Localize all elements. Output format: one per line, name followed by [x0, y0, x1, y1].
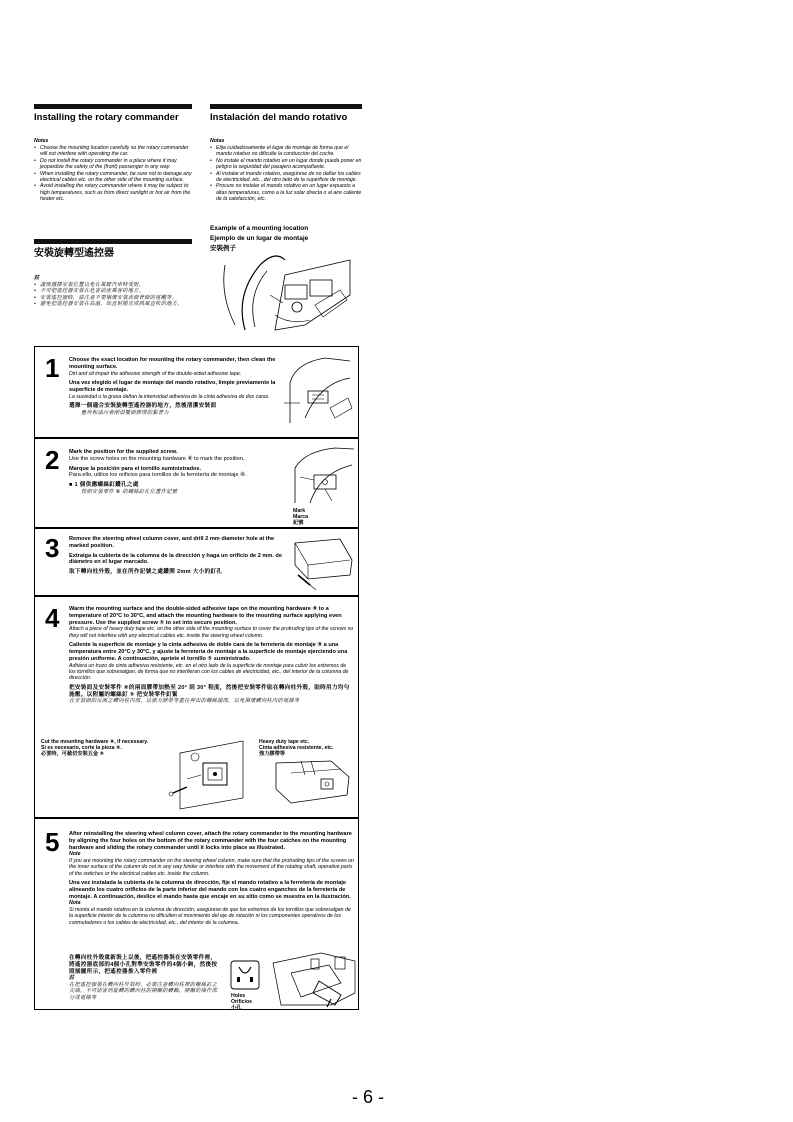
- step-note-en: Attach a piece of heavy duty tape etc. on the other side of the mounting surface to cover the protruding tips of the screws so they will not interfere with any electrical cables etc. inside the steering wheel column.: [69, 626, 354, 639]
- step-3-text: [69, 536, 289, 579]
- mark-label-en: Mark: [293, 508, 306, 514]
- note-item: • 謹慎選擇安裝位置以免在駕駛汽車時受阻。: [34, 282, 192, 288]
- note-item: • Choose the mounting location carefully so the rotary commander will not interfere with operating the car.: [34, 145, 192, 158]
- step-2-text: [69, 449, 299, 498]
- step-5-box: [34, 818, 359, 1010]
- step-1-text: [69, 357, 279, 419]
- tape-label-es: Cinta adhesiva resistente, etc.: [259, 745, 334, 752]
- step-instruction-en: Remove the steering wheel column cover, and drill 2 mm diameter hole at the marked position.: [69, 536, 275, 549]
- step-note-cjk: 塵埃和油污會削弱雙面膠帶的黏著力: [81, 409, 169, 416]
- cut-hardware-label: [41, 739, 161, 758]
- step-1-box: [34, 346, 359, 438]
- note-item: • Al instalar el mando rotativo, asegúrese de no dañar los cables de electricidad, etc., del otro lado de la superficie de montaje.: [210, 171, 362, 184]
- holes-label-es: Orificios: [231, 999, 253, 1006]
- section-title-en: Installing the rotary commander: [34, 112, 179, 123]
- step-number: 1: [45, 353, 60, 383]
- cut-label-cjk: 必要時，可截切安裝五金 ⑧: [41, 751, 104, 758]
- note-item: • 不可把遙控器安裝在危害前座乘客的地方。: [34, 288, 192, 294]
- step-5-illustration: [271, 953, 357, 1009]
- note-item: • Do not install the rotary commander in a place where it may jeopardize the safety of the (front) passenger in any way.: [34, 158, 192, 171]
- step-note-en: If you are mounting the rotary commander on the steering wheel column, make sure that the protruding tips of the screws on the inner surface of the column do not in any way hinder or interfere with the movement of the rotating shaft, operative parts of the switches or the electrical cables etc. inside the column.: [69, 857, 354, 877]
- example-heading-en: Example of a mounting location: [210, 225, 309, 232]
- step-instruction-en: Choose the exact location for mounting the rotary commander, then clean the mounting surface.: [69, 357, 276, 370]
- mounting-location-illustration: [215, 255, 355, 335]
- step-number: 2: [45, 445, 60, 475]
- step-instruction-cjk: 取下轉向柱外殼，並在所作記號之處鑽開 2mm 大小的釘孔: [69, 569, 223, 576]
- step-note-es: La suciedad o la grasa dañan la intensidad adhesiva de la cinta adhesiva de dos caras.: [69, 393, 270, 400]
- page-number: - 6 -: [352, 1087, 385, 1107]
- section-title-es: Instalación del mando rotativo: [210, 112, 348, 123]
- step-instruction-es: Una vez elegido el lugar de montaje del mando rotativo, limpie previamente la superficie de montaje.: [69, 380, 276, 393]
- step-5-text-cjk: [69, 955, 219, 1001]
- step-3-box: [34, 528, 359, 596]
- mark-label-es: Marca: [293, 514, 308, 520]
- step-note-es: Si monta el mando rotativo en la columna de dirección, asegúrese de que los extremos de los tornillos que sobresalgan de la superficie interior de la columna no dificulten el movimiento del eje de rotación ni los componentes operativos de los conmutadores o los cables de electricidad, etc., del interior de la columna.: [69, 906, 351, 926]
- step-sub-es: Para ello, utilice los orificios para tornillos de la ferretería de montaje ⑧.: [69, 472, 247, 479]
- step-4-text: [69, 606, 354, 708]
- step-instruction-cjk: 把安裝面及安裝零件 ⑧的兩面膠帶加熱至 20° 到 30° 程度，然後把安裝零件貼在轉向柱外殼，貼時用力均勻施壓。以附屬的螺絲釘 ⑤ 把安裝零件釘緊: [69, 684, 350, 698]
- step-instruction-es: Marque la posición para el tornillo suministrados.: [69, 465, 202, 472]
- holes-label-en: Holes: [231, 993, 246, 999]
- cut-label-es: Si es necesario, corte la pieza ⑧.: [41, 745, 122, 752]
- example-heading-cjk: 安裝例子: [210, 245, 236, 252]
- note-item: • Elija cuidadosamente el lugar de montaje de forma que el mando rotativo no dificulte la conducción del coche.: [210, 145, 362, 158]
- step-5-text: [69, 831, 354, 929]
- step-1-illustration: [280, 353, 356, 429]
- step-instruction-cjk: ■ 1 個供應螺絲釘鑽孔之處: [69, 482, 139, 489]
- step-instruction-en: Warm the mounting surface and the double-sided adhesive tape on the mounting hardware ⑧ to a temperature of 20°C to 30°C, and attach the mounting hardware to the mounting surface applying even pressure. Use the supplied screw ⑤ to set into secure position.: [69, 606, 342, 626]
- tape-label-cjk: 強力膠帶等: [259, 751, 285, 758]
- step-instruction-es: Extraiga la cubierta de la columna de la dirección y haga un orificio de 2 mm. de diámetro en el lugar marcado.: [69, 552, 282, 566]
- step-note-cjk: 在把遙控器裝在轉向柱外殼時，必需注意轉向柱裡的螺絲釘之尖端，不可妨害到旋轉的轉向柱的開關的轉軸，開關的操作部分或電線等: [69, 981, 218, 1001]
- note-item: • No instale el mando rotativo en un lugar donde pueda poner en peligro la seguridad del pasajero acompañante.: [210, 158, 362, 171]
- holes-label: [231, 993, 252, 1012]
- step-instruction-cjk: 選擇一個適合安裝旋轉型遙控器的地方，然後清潔安裝面: [69, 403, 217, 409]
- note-item: • Procure no instalar el mando rotativo en un lugar expuesto a altas temperaturas, como a la luz solar directa o al aire caliente de la calefacción, etc.: [210, 183, 362, 202]
- holes-label-cjk: 小孔: [231, 1005, 242, 1012]
- tape-label-en: Heavy duty tape etc.: [259, 739, 310, 745]
- notes-list-es: [210, 145, 362, 203]
- step-4-illustration-hardware: [165, 743, 245, 813]
- step-2-illustration: [290, 443, 356, 507]
- cut-label-en: Cut the mounting hardware ⑧, if necessary.: [41, 739, 149, 745]
- step-number: 3: [45, 533, 60, 563]
- mark-label-cjk: 記號: [293, 520, 304, 526]
- notes-list-en: [34, 145, 192, 203]
- step-instruction-es: Una vez instalada la cubierta de la columna de dirección, fije el mando rotativo a la ferretería de montaje alineando los cuatro orificios de la parte inferior del mando con los cuatro enganches de la ferretería de montaje. A continuación, deslice el mando hasta que encaje en su sitio como se muestra en la ilustración.: [69, 880, 351, 900]
- section-rule: [34, 104, 192, 109]
- step-instruction-en: After reinstalling the steering wheel column cover, attach the rotary commander to the mounting hardware by aligning the four holes on the bottom of the rotary commander with the four catches on the mounting hardware and sliding the rotary commander until it locks into place as illustrated.: [69, 831, 352, 851]
- notes-heading-en: Notes: [34, 138, 49, 144]
- step-instruction-cjk: 在轉向柱外殼重新裝上以後，把遙控器裝在安裝零件裡，將遙控器底部的4個小孔對準安裝零件的4個小鉤，然後按照插圖所示，把遙控器推入零件裡: [69, 955, 218, 975]
- step-sub-en: Use the screw holes on the mounting hardware ⑧ to mark the position.: [69, 455, 245, 462]
- step-note-en: Dirt and oil impair the adhesive strength of the double-sided adhesive tape.: [69, 370, 242, 377]
- notes-list-cjk: [34, 282, 192, 308]
- step-instruction-es: Caliente la superficie de montaje y la cinta adhesiva de doble cara de la ferretería de montaje ⑧ a una temperatura entre 20°C y 30°C, y ajuste la ferretería de montaje a la superficie de montaje ejerciendo una presión uniforme. A continuación, apriete el tornillo ⑤ suministrado.: [69, 642, 348, 662]
- step-number: 5: [45, 827, 60, 857]
- notes-heading-es: Notas: [210, 138, 225, 144]
- step-note-cjk: 按照安裝零件 ⑧ 的螺絲釘孔位置作記號: [81, 488, 178, 495]
- step-4-illustration-tape: [271, 759, 351, 807]
- step-note-cjk: 在安裝面的反面之轉向柱內部，以強力膠帶等蓋住伸出的螺絲頭部，以免損壞轉向柱內的電線等: [69, 698, 300, 705]
- step-2-box: [34, 438, 359, 528]
- note-item: • 安裝遙控器時，請注意不要損壞安裝表面背面的電纜等。: [34, 295, 192, 301]
- step-4-box: [34, 596, 359, 818]
- step-instruction-en: Mark the position for the supplied screw.: [69, 449, 178, 455]
- step-note-heading-cjk: 註: [69, 975, 75, 982]
- note-item: • When installing the rotary commander, be sure not to damage any electrical cables etc. on the other side of the mounting surface.: [34, 171, 192, 184]
- step-note-es: Adhiera un trozo de cinta adhesiva resistente, etc. en el otro lado de la superficie de montaje para cubrir los extremos de los tornillos que sobresalgan, de forma que no interfieran con los cables de electricidad, etc., del interior de la columna de dirección.: [69, 662, 349, 682]
- step-number: 4: [45, 603, 60, 633]
- notes-heading-cjk: 註: [34, 275, 40, 281]
- example-heading-es: Ejemplo de un lugar de montaje: [210, 235, 309, 242]
- section-rule: [34, 239, 192, 244]
- holes-illustration: [227, 959, 263, 991]
- section-rule: [210, 104, 362, 109]
- step-note-heading-en: Note: [69, 851, 81, 858]
- heavy-tape-label: [259, 739, 355, 758]
- note-item: • 避免把遙控器安裝在高溫，如直射陽光或熱風直吹的地方。: [34, 301, 192, 307]
- section-title-cjk: 安裝旋轉型遙控器: [34, 248, 114, 259]
- note-item: • Avoid installing the rotary commander where it may be subject to high temperatures, such as from direct sunlight or hot air from the heater etc.: [34, 183, 192, 202]
- step-note-heading-es: Nota: [69, 900, 81, 907]
- step-3-illustration: [290, 535, 356, 593]
